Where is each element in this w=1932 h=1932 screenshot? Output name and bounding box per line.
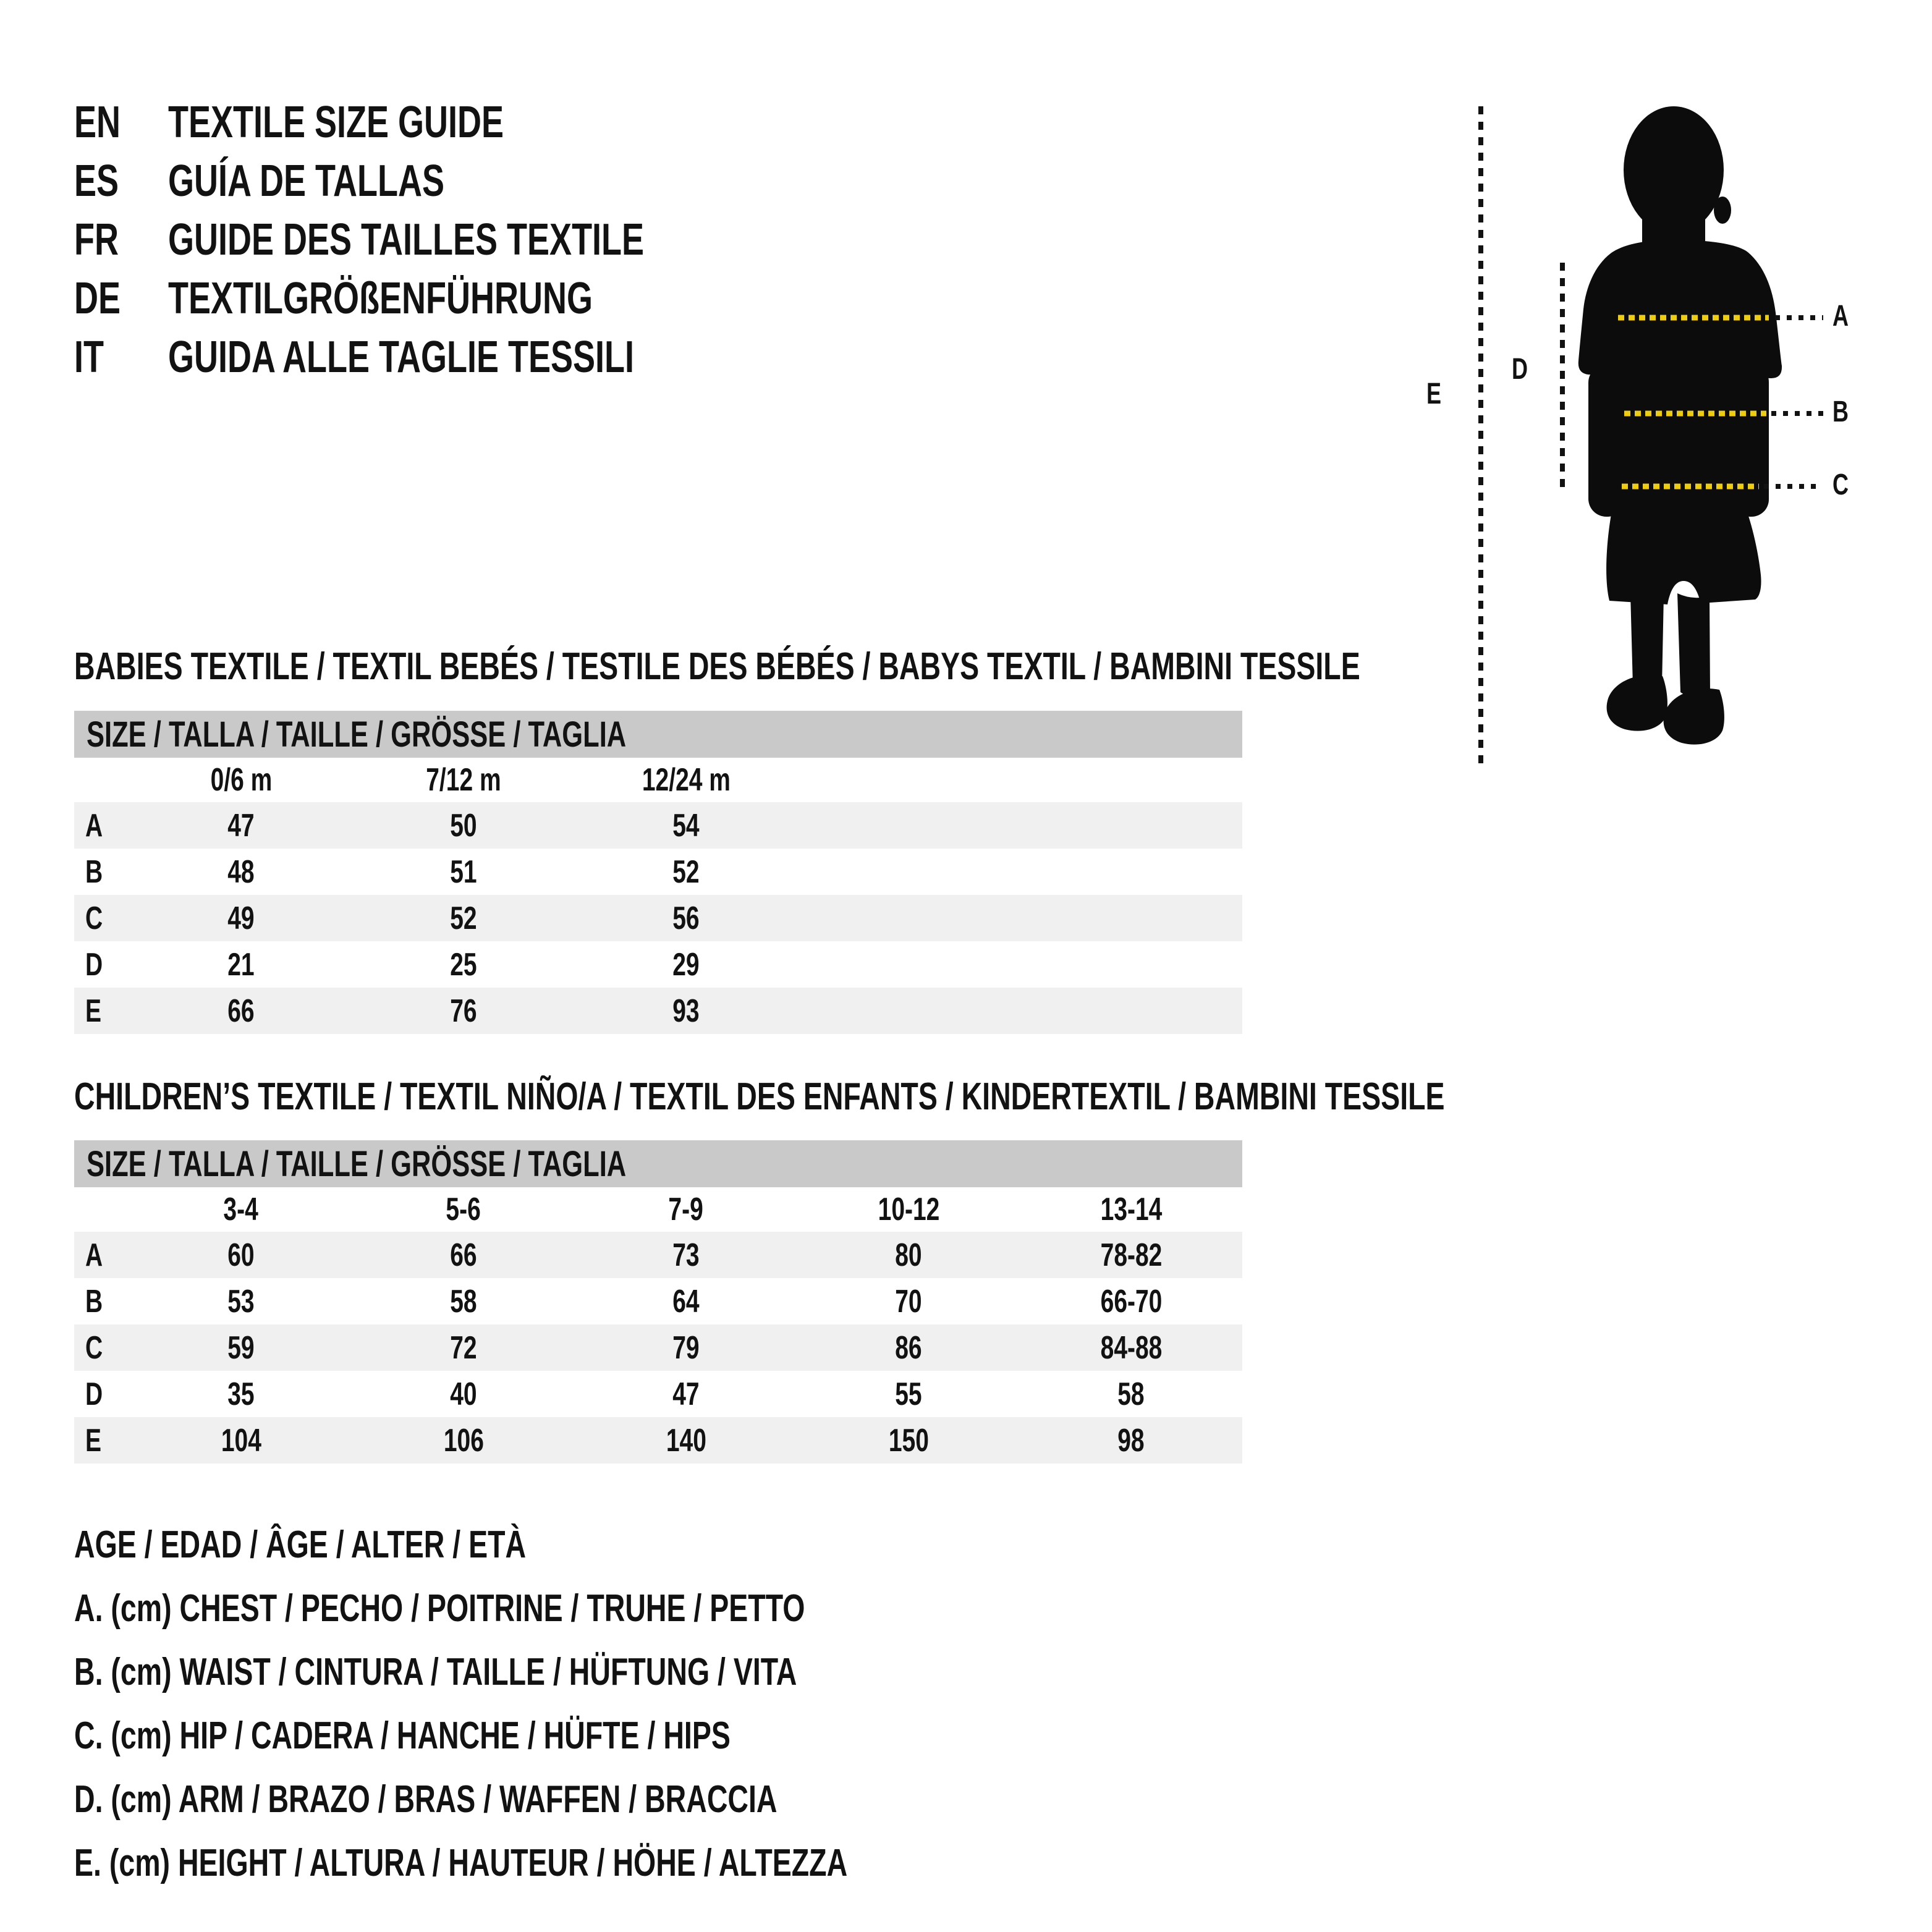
size-value: 54: [672, 807, 700, 844]
column-header-row: [74, 758, 1242, 802]
language-title: GUIDA ALLE TAGLIE TESSILI: [168, 332, 634, 382]
size-value: 50: [450, 807, 477, 844]
language-title: GUIDE DES TAILLES TEXTILE: [168, 214, 645, 265]
figure-label-e: E: [1426, 378, 1442, 410]
row-label: A: [85, 807, 103, 844]
language-row-de: [74, 269, 939, 328]
figure-label-d: D: [1512, 353, 1528, 386]
size-value: 106: [443, 1422, 484, 1459]
size-value: 53: [227, 1283, 255, 1320]
legend-waist: B. (cm) WAIST / CINTURA / TAILLE / HÜFTUNG / VITA: [74, 1651, 797, 1693]
size-value: 56: [672, 900, 700, 936]
figure-label-b: B: [1832, 396, 1849, 428]
column-header: 0/6 m: [210, 762, 272, 798]
babies-size-table: [74, 711, 1242, 1034]
size-value: 104: [221, 1422, 261, 1459]
table-row-c: [74, 1324, 1242, 1371]
column-header: 12/24 m: [642, 762, 731, 798]
size-value: 52: [450, 900, 477, 936]
row-label: C: [85, 1329, 103, 1366]
legend-chest: A. (cm) CHEST / PECHO / POITRINE / TRUHE / PETTO: [74, 1587, 805, 1630]
size-value: 66-70: [1100, 1283, 1162, 1320]
column-header: 5-6: [446, 1192, 481, 1227]
children-section-title: CHILDREN’S TEXTILE / TEXTIL NIÑO/A / TEXTIL DES ENFANTS / KINDERTEXTIL / BAMBINI TESSILE: [74, 1075, 1445, 1118]
row-label: E: [85, 993, 102, 1029]
size-value: 72: [450, 1329, 477, 1366]
size-header-bar: SIZE / TALLA / TAILLE / GRÖSSE / TAGLIA: [74, 711, 1242, 758]
size-value: 79: [672, 1329, 700, 1366]
size-value: 98: [1117, 1422, 1145, 1459]
language-code: ES: [74, 156, 119, 206]
size-value: 76: [450, 993, 477, 1029]
table-row-a: [74, 1232, 1242, 1278]
language-title: GUÍA DE TALLAS: [168, 156, 444, 206]
table-row-d: [74, 941, 1242, 988]
language-code: EN: [74, 97, 121, 147]
column-header: 7-9: [668, 1192, 704, 1227]
language-title-block: [74, 93, 939, 386]
size-value: 150: [888, 1422, 929, 1459]
size-value: 70: [895, 1283, 922, 1320]
language-code: DE: [74, 273, 121, 323]
column-header-row: [74, 1187, 1242, 1232]
language-code: IT: [74, 332, 104, 382]
row-label: D: [85, 1376, 103, 1412]
row-label: E: [85, 1422, 102, 1459]
row-label: D: [85, 946, 103, 983]
legend-hip: C. (cm) HIP / CADERA / HANCHE / HÜFTE / HIPS: [74, 1714, 731, 1757]
size-value: 49: [227, 900, 255, 936]
children-size-table: [74, 1140, 1242, 1464]
column-header: 13-14: [1100, 1192, 1162, 1227]
row-label: C: [85, 900, 103, 936]
language-title: TEXTILGRÖßENFÜHRUNG: [168, 273, 593, 323]
size-value: 86: [895, 1329, 922, 1366]
size-value: 78-82: [1100, 1237, 1162, 1273]
figure-label-a: A: [1832, 300, 1849, 333]
size-value: 140: [666, 1422, 706, 1459]
language-row-it: [74, 328, 939, 386]
language-row-fr: [74, 210, 939, 269]
size-value: 80: [895, 1237, 922, 1273]
column-header: 3-4: [223, 1192, 259, 1227]
size-value: 29: [672, 946, 700, 983]
size-value: 60: [227, 1237, 255, 1273]
language-row-en: [74, 93, 939, 151]
table-row-d: [74, 1371, 1242, 1417]
legend-height: E. (cm) HEIGHT / ALTURA / HAUTEUR / HÖHE / ALTEZZA: [74, 1842, 848, 1884]
column-header: 10-12: [878, 1192, 939, 1227]
size-header-bar: SIZE / TALLA / TAILLE / GRÖSSE / TAGLIA: [74, 1140, 1242, 1187]
table-row-a: [74, 802, 1242, 849]
column-header: 7/12 m: [426, 762, 501, 798]
size-value: 55: [895, 1376, 922, 1412]
legend-age: AGE / EDAD / ÂGE / ALTER / ETÀ: [74, 1523, 527, 1566]
row-label: A: [85, 1237, 103, 1273]
size-value: 73: [672, 1237, 700, 1273]
size-value: 58: [1117, 1376, 1145, 1412]
size-value: 21: [227, 946, 255, 983]
size-value: 47: [227, 807, 255, 844]
language-row-es: [74, 151, 939, 210]
language-code: FR: [74, 214, 119, 265]
size-value: 93: [672, 993, 700, 1029]
size-value: 25: [450, 946, 477, 983]
row-label: B: [85, 1283, 103, 1320]
size-value: 84-88: [1100, 1329, 1162, 1366]
size-value: 40: [450, 1376, 477, 1412]
size-value: 66: [227, 993, 255, 1029]
legend-arm: D. (cm) ARM / BRAZO / BRAS / WAFFEN / BRACCIA: [74, 1778, 777, 1821]
size-value: 64: [672, 1283, 700, 1320]
table-row-e: [74, 1417, 1242, 1464]
size-value: 52: [672, 854, 700, 890]
table-row-e: [74, 988, 1242, 1034]
table-row-b: [74, 1278, 1242, 1324]
row-label: B: [85, 854, 103, 890]
size-value: 47: [672, 1376, 700, 1412]
size-value: 51: [450, 854, 477, 890]
size-value: 48: [227, 854, 255, 890]
figure-label-c: C: [1832, 468, 1849, 501]
size-value: 59: [227, 1329, 255, 1366]
table-row-c: [74, 895, 1242, 941]
size-value: 58: [450, 1283, 477, 1320]
babies-section-title: BABIES TEXTILE / TEXTIL BEBÉS / TESTILE DES BÉBÉS / BABYS TEXTIL / BAMBINI TESSILE: [74, 645, 1360, 688]
size-value: 35: [227, 1376, 255, 1412]
table-row-b: [74, 849, 1242, 895]
size-value: 66: [450, 1237, 477, 1273]
language-title: TEXTILE SIZE GUIDE: [168, 97, 504, 147]
